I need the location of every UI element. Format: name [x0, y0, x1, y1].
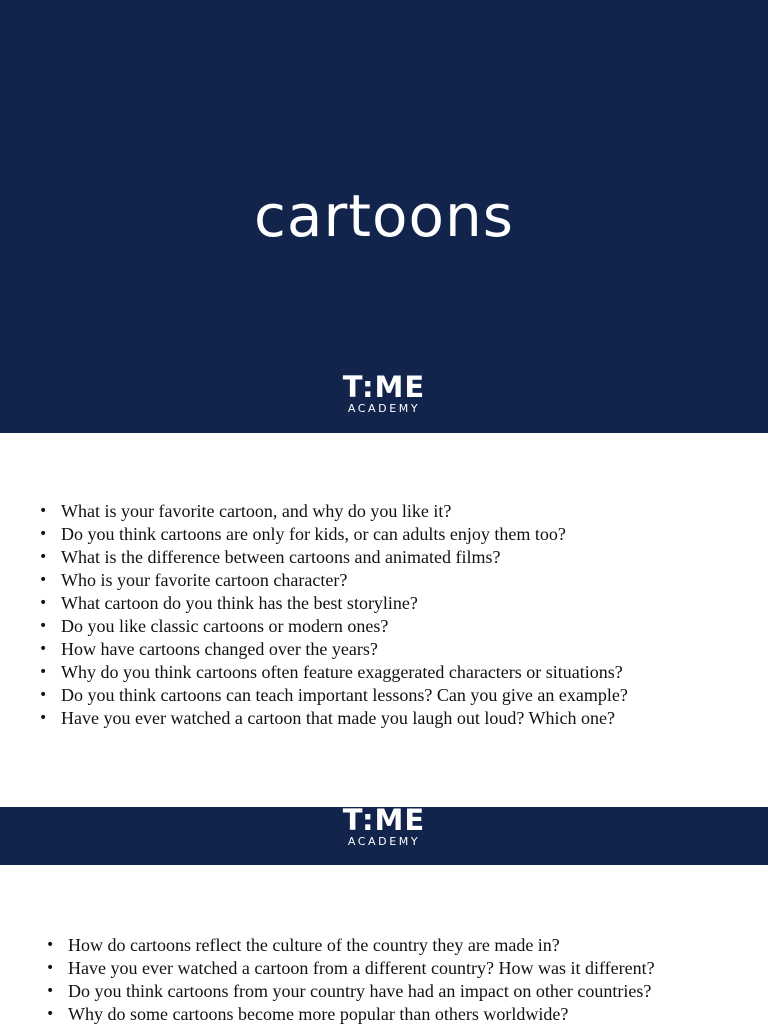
list-item: • What cartoon do you think has the best storyline?: [39, 592, 628, 615]
list-item: • Do you think cartoons from your country have had an impact on other countries?: [46, 980, 655, 1003]
time-academy-logo: [0, 805, 768, 849]
list-item: • Have you ever watched a cartoon that made you laugh out loud? Which one?: [39, 707, 628, 730]
slide-title: cartoons: [254, 182, 514, 250]
logo-mark: T:ME: [342, 803, 426, 837]
list-item: • Why do some cartoons become more popular than others worldwide?: [46, 1003, 655, 1026]
list-item: • Why do you think cartoons often feature exaggerated characters or situations?: [39, 661, 628, 684]
time-academy-logo: [0, 372, 768, 416]
list-item: • Do you like classic cartoons or modern ones?: [39, 615, 628, 638]
list-item: • How do cartoons reflect the culture of the country they are made in?: [46, 934, 655, 957]
list-item: • Who is your favorite cartoon character?: [39, 569, 628, 592]
list-item: • Do you think cartoons are only for kids, or can adults enjoy them too?: [39, 523, 628, 546]
list-item: • Have you ever watched a cartoon from a different country? How was it different?: [46, 957, 655, 980]
question-list: [46, 934, 655, 1026]
logo-mark: T:ME: [342, 370, 426, 404]
list-item: • What is your favorite cartoon, and why do you like it?: [39, 500, 628, 523]
list-item: • What is the difference between cartoons and animated films?: [39, 546, 628, 569]
logo-subtitle: ACADEMY: [347, 835, 421, 848]
list-item: • Do you think cartoons can teach important lessons? Can you give an example?: [39, 684, 628, 707]
question-list: [39, 500, 628, 730]
logo-subtitle: ACADEMY: [347, 402, 421, 415]
title-slide: [0, 0, 768, 433]
list-item: • How have cartoons changed over the years?: [39, 638, 628, 661]
